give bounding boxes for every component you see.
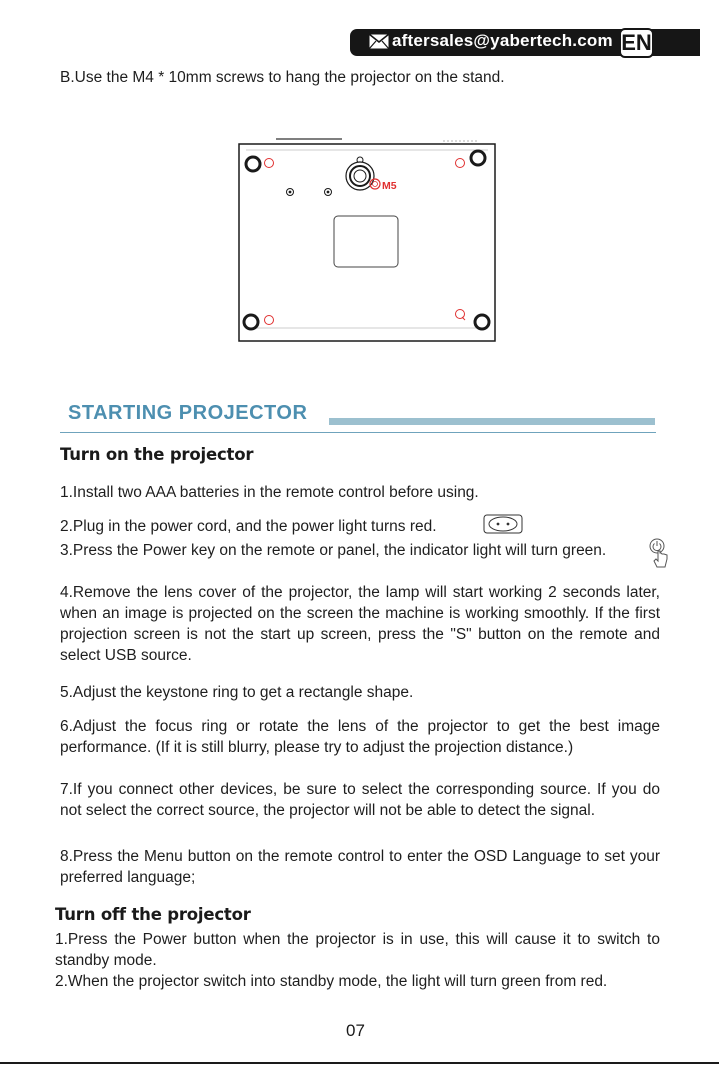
turn-on-step-1: 1.Install two AAA batteries in the remote control before using. xyxy=(60,484,479,501)
m5-label: M5 xyxy=(382,180,397,192)
turn-on-step-3: 3.Press the Power key on the remote or panel, the indicator light will turn green. xyxy=(60,542,607,559)
mount-instruction: B.Use the M4 * 10mm screws to hang the projector on the stand. xyxy=(60,69,505,86)
page-number: 07 xyxy=(346,1021,365,1040)
turn-on-step-6: 6.Adjust the focus ring or rotate the lens of the projector to get the best image performance. (If it is still blurry, please try to adjust the projection distance.) xyxy=(60,718,660,756)
power-plug-icon xyxy=(483,514,523,534)
language-badge: EN xyxy=(619,28,654,58)
turn-on-step-4: 4.Remove the lens cover of the projector, the lamp will start working 2 seconds later, when an image is projected on the screen the machine is working smoothly. If the first projection screen is not the start up screen, press the "S" button on the remote and select USB source. xyxy=(60,584,660,664)
turn-off-step-2: 2.When the projector switch into standby mode, the light will turn green from red. xyxy=(55,973,608,990)
turn-off-step-1: 1.Press the Power button when the projector is in use, this will cause it to switch to standby mode. xyxy=(55,931,660,969)
turn-off-heading: Turn off the projector xyxy=(55,905,251,924)
projector-bottom-diagram xyxy=(238,136,496,342)
support-email: aftersales@yabertech.com xyxy=(392,31,613,50)
section-title: STARTING PROJECTOR xyxy=(68,402,308,424)
turn-on-step-8: 8.Press the Menu button on the remote control to enter the OSD Language to set your preferred language; xyxy=(60,848,660,886)
section-title-bar xyxy=(329,418,655,425)
turn-on-heading: Turn on the projector xyxy=(60,445,254,464)
envelope-icon xyxy=(368,33,390,50)
section-divider xyxy=(60,432,656,433)
footer-divider xyxy=(0,1062,719,1064)
turn-on-step-7: 7.If you connect other devices, be sure to select the corresponding source. If you do not select the correct source, the projector will not be able to detect the signal. xyxy=(60,781,660,819)
turn-on-step-2: 2.Plug in the power cord, and the power light turns red. xyxy=(60,518,437,535)
power-button-icon xyxy=(648,537,672,571)
turn-on-step-5: 5.Adjust the keystone ring to get a rectangle shape. xyxy=(60,684,414,701)
